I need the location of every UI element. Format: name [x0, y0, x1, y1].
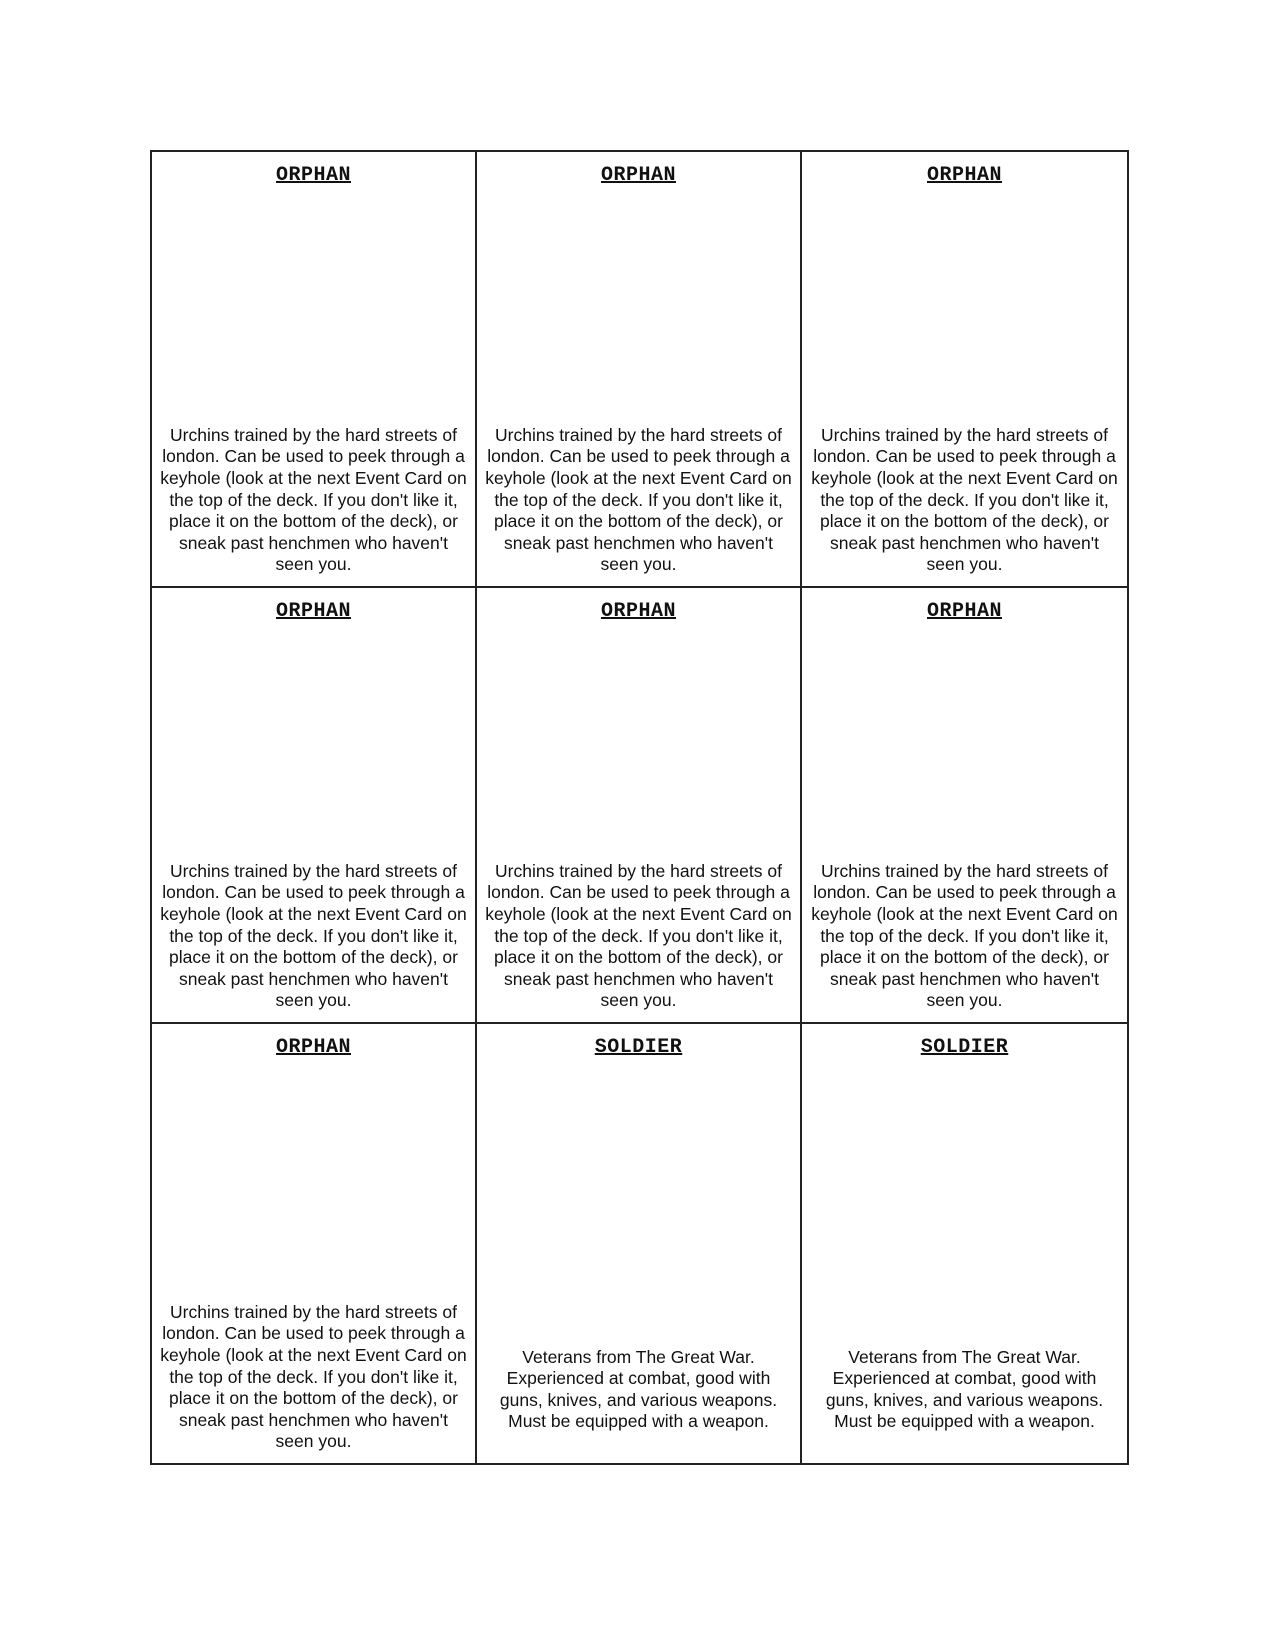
card-title: ORPHAN: [600, 600, 676, 623]
card-art-area: [152, 1059, 475, 1302]
card-art-area: [802, 623, 1127, 861]
card-description: Urchins trained by the hard streets of london. Can be used to peek through a keyhole (look at the next Event Card on the top of the deck. If you don't like it, place it on the bottom of the deck), or sneak past henchmen who haven't seen you.: [811, 424, 1118, 575]
card-description: Veterans from The Great War. Experienced at combat, good with guns, knives, and various weapons. Must be equipped with a weapon.: [825, 1346, 1104, 1432]
card-soldier: [802, 1024, 1127, 1463]
card-title: ORPHAN: [275, 1036, 351, 1059]
card-description: Urchins trained by the hard streets of london. Can be used to peek through a keyhole (look at the next Event Card on the top of the deck. If you don't like it, place it on the bottom of the deck), or sneak past henchmen who haven't seen you.: [485, 860, 792, 1011]
card-orphan: [477, 588, 802, 1024]
card-title: SOLDIER: [594, 1036, 683, 1059]
card-art-area: [477, 1059, 800, 1347]
card-art-area: [477, 623, 800, 861]
card-orphan: [477, 152, 802, 588]
card-orphan: [152, 152, 477, 588]
card-title: ORPHAN: [926, 164, 1002, 187]
card-description: Urchins trained by the hard streets of london. Can be used to peek through a keyhole (look at the next Event Card on the top of the deck. If you don't like it, place it on the bottom of the deck), or sneak past henchmen who haven't seen you.: [485, 424, 792, 575]
card-title: ORPHAN: [926, 600, 1002, 623]
card-orphan: [802, 152, 1127, 588]
card-description: Urchins trained by the hard streets of london. Can be used to peek through a keyhole (look at the next Event Card on the top of the deck. If you don't like it, place it on the bottom of the deck), or sneak past henchmen who haven't seen you.: [811, 860, 1118, 1011]
card-art-area: [802, 1059, 1127, 1347]
card-sheet: [150, 150, 1129, 1465]
card-description: Urchins trained by the hard streets of london. Can be used to peek through a keyhole (look at the next Event Card on the top of the deck. If you don't like it, place it on the bottom of the deck), or sneak past henchmen who haven't seen you.: [160, 860, 467, 1011]
card-description: Urchins trained by the hard streets of london. Can be used to peek through a keyhole (look at the next Event Card on the top of the deck. If you don't like it, place it on the bottom of the deck), or sneak past henchmen who haven't seen you.: [160, 1301, 467, 1452]
card-art-area: [477, 187, 800, 425]
card-art-area: [802, 187, 1127, 425]
card-title: ORPHAN: [600, 164, 676, 187]
card-soldier: [477, 1024, 802, 1463]
card-title: ORPHAN: [275, 164, 351, 187]
card-description: Urchins trained by the hard streets of london. Can be used to peek through a keyhole (look at the next Event Card on the top of the deck. If you don't like it, place it on the bottom of the deck), or sneak past henchmen who haven't seen you.: [160, 424, 467, 575]
card-orphan: [802, 588, 1127, 1024]
card-art-area: [152, 623, 475, 861]
card-description: Veterans from The Great War. Experienced at combat, good with guns, knives, and various weapons. Must be equipped with a weapon.: [499, 1346, 778, 1432]
card-art-area: [152, 187, 475, 425]
card-orphan: [152, 1024, 477, 1463]
card-title: ORPHAN: [275, 600, 351, 623]
card-orphan: [152, 588, 477, 1024]
card-title: SOLDIER: [920, 1036, 1009, 1059]
